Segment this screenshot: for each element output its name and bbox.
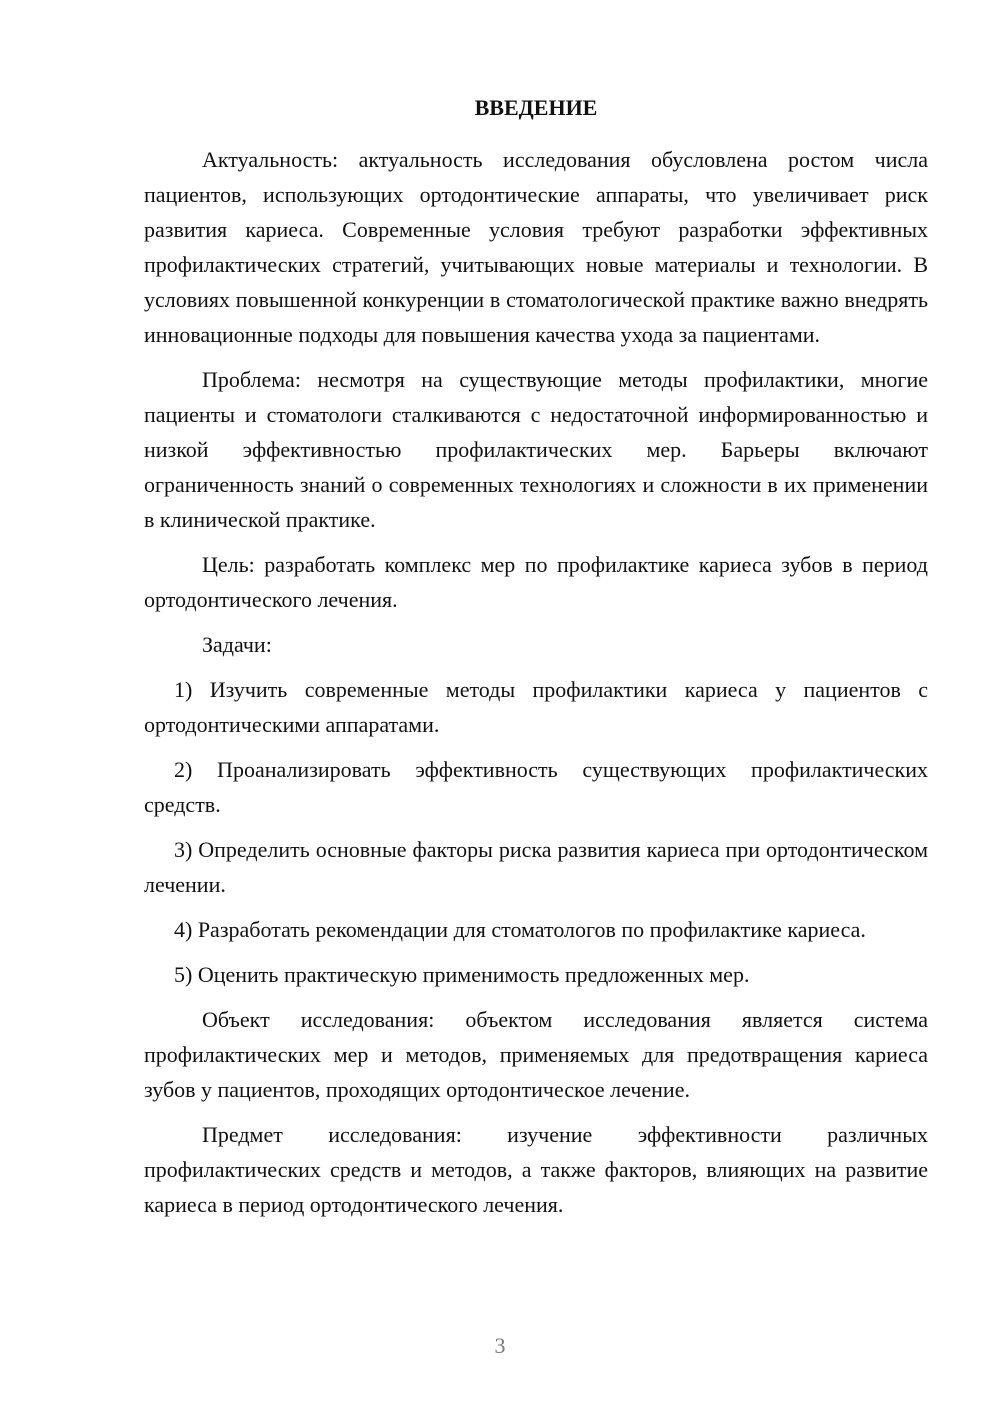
task-item-4: 4) Разработать рекомендации для стоматологов по профилактике кариеса. <box>174 917 866 942</box>
page-number: 3 <box>494 1333 506 1358</box>
paragraph-relevance: Актуальность: актуальность исследования обусловлена ростом числа пациентов, использующих ортодонтические аппараты, что увеличивает риск развития кариеса. Современные условия требуют разработки эффективных профилактических стратегий, учитывающих новые материалы и технологии. В условиях повышенной конкуренции в стоматологической практике важно внедрять инновационные подходы для повышения качества ухода за пациентами. <box>144 147 928 347</box>
paragraph-problem: Проблема: несмотря на существующие методы профилактики, многие пациенты и стоматологи сталкиваются с недостаточной информированностью и низкой эффективностью профилактических мер. Барьеры включают ограниченность знаний о современных технологиях и сложности в их применении в клинической практике. <box>144 367 928 532</box>
task-item-3: 3) Определить основные факторы риска развития кариеса при ортодонтическом лечении. <box>144 837 928 897</box>
paragraph-object: Объект исследования: объектом исследования является система профилактических мер и методов, применяемых для предотвращения кариеса зубов у пациентов, проходящих ортодонтическое лечение. <box>144 1007 928 1102</box>
section-title: ВВЕДЕНИЕ <box>474 95 598 120</box>
task-item-2: 2) Проанализировать эффективность существующих профилактических средств. <box>144 757 928 817</box>
task-item-5: 5) Оценить практическую применимость предложенных мер. <box>174 962 750 987</box>
tasks-heading: Задачи: <box>202 632 272 657</box>
paragraph-subject: Предмет исследования: изучение эффективности различных профилактических средств и методов, а также факторов, влияющих на развитие кариеса в период ортодонтического лечения. <box>144 1122 928 1217</box>
page-content <box>144 90 928 1222</box>
paragraph-goal: Цель: разработать комплекс мер по профилактике кариеса зубов в период ортодонтического лечения. <box>144 552 928 612</box>
task-item-1: 1) Изучить современные методы профилактики кариеса у пациентов с ортодонтическими аппаратами. <box>144 677 928 737</box>
